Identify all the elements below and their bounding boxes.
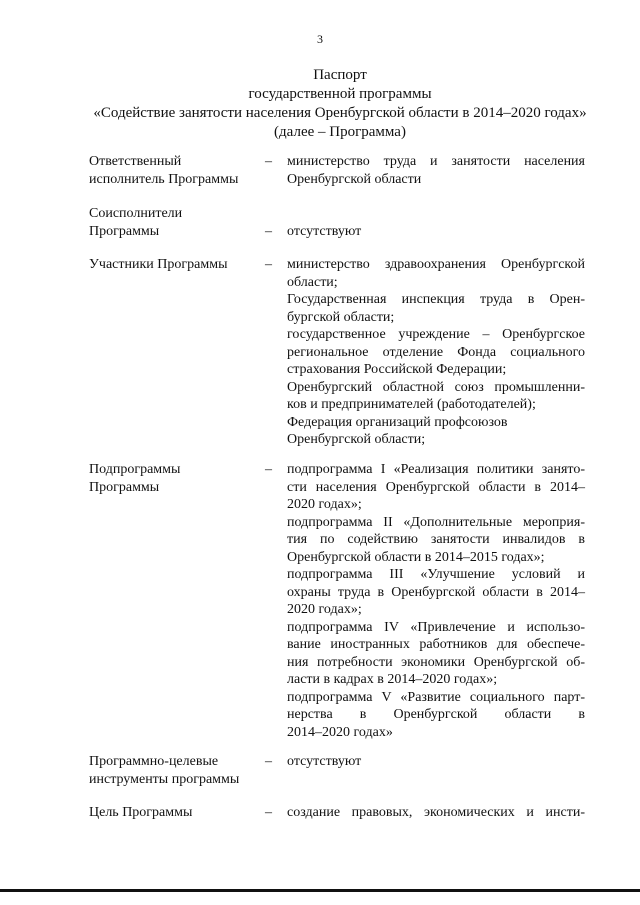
row-label: Участники Программы	[89, 257, 228, 272]
header-program-name: «Содействие занятости населения Оренбургской области в 2014–2020 годах»	[93, 105, 587, 121]
row-label: Программно-целевые инструменты программы	[89, 754, 240, 787]
row-value: министерство здравоохранения Оренбургской области; Государственная инспекция труда в Орен- бургской области; государственное учреждение – Оренбургское региональное отделение Фонда социального страхования Российской Федерации; Оренбургский областной союз промышленни- ков и предпринимателей (работодателей); Федерация организаций профсоюзов Оренбургской области;	[287, 257, 585, 447]
dash: –	[265, 805, 272, 820]
header-subtitle: государственной программы	[248, 86, 432, 102]
row-value: создание правовых, экономических и инсти-	[287, 805, 585, 820]
row-value: отсутствуют	[287, 223, 362, 239]
row-value: подпрограмма I «Реализация политики занято- сти населения Оренбургской области в 2014– 2020 годах»; подпрограмма II «Дополнительные мероприя- тия по содействию занятости инвалидов в Оренбургской области в 2014–2015 годах»; подпрограмма III «Улучшение условий и охраны труда в Оренбургской области в 2014– 2020 годах»; подпрограмма IV «Привлечение и использо- вание иностранных работников для обеспече- ния потребности экономики Оренбургской об- ласти в кадрах в 2014–2020 годах»; подпрограмма V «Развитие социального парт- нерства в Оренбургской области в 2014–2020 годах»	[287, 462, 585, 740]
page-number: 3	[317, 32, 323, 46]
row-label: Ответственный исполнитель Программы	[89, 154, 239, 187]
header-title: Паспорт	[313, 67, 367, 83]
dash: –	[265, 257, 272, 272]
row-value: отсутствуют	[287, 754, 362, 769]
header-abbrev: (далее – Программа)	[274, 124, 406, 140]
document-header	[60, 66, 620, 142]
dash: –	[265, 223, 272, 239]
row-label: Соисполнители Программы	[89, 206, 183, 239]
row-value: министерство труда и занятости населения Оренбургской области	[287, 154, 585, 187]
row-label: Цель Программы	[89, 805, 193, 820]
dash: –	[265, 754, 272, 769]
dash: –	[265, 154, 272, 169]
row-label: Подпрограммы Программы	[89, 462, 181, 495]
dash: –	[265, 462, 272, 477]
bottom-border-line	[0, 889, 640, 892]
